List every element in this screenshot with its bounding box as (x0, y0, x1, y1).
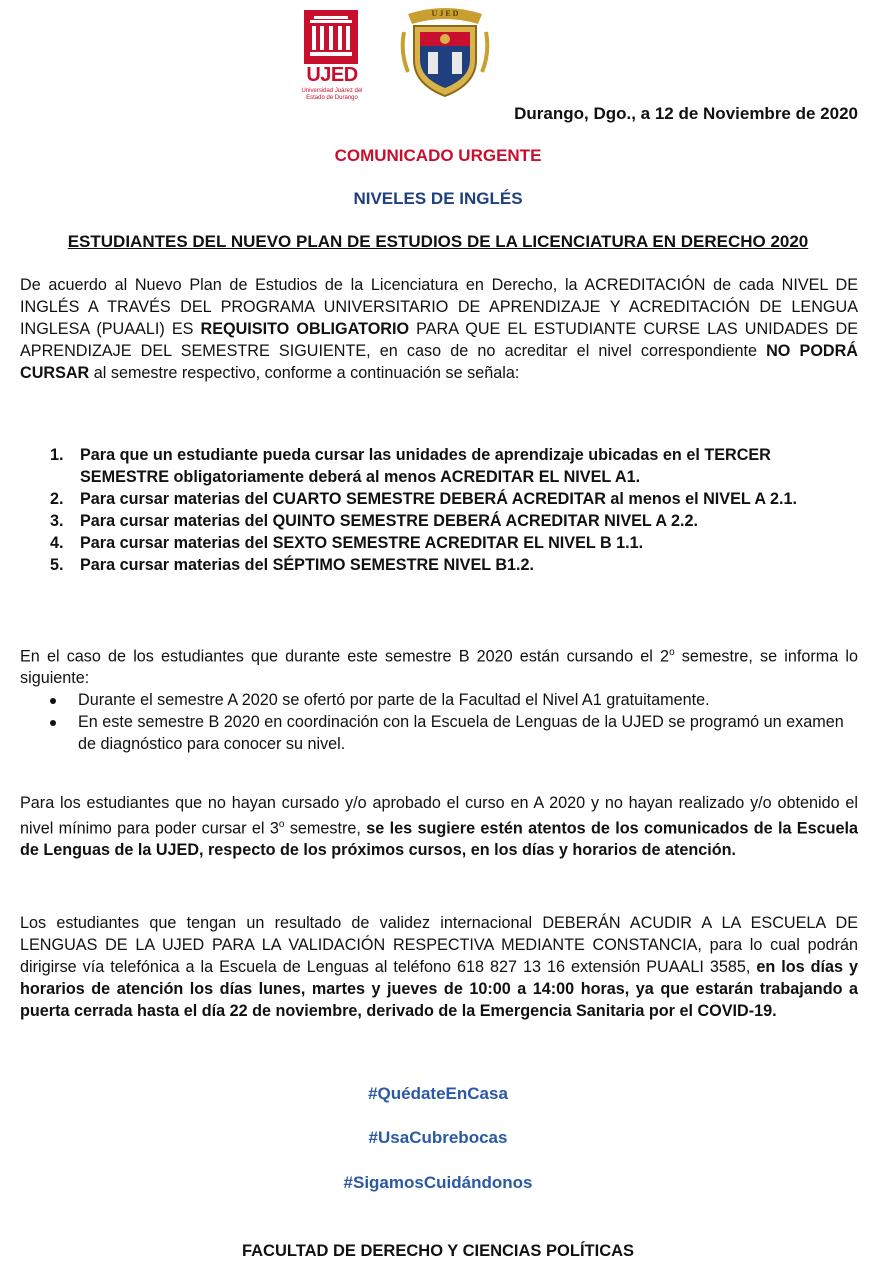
ujed-logo-emblem (304, 10, 358, 64)
bullet-item (46, 711, 858, 755)
intro-bold-2: NO PODRÁ CURSAR (20, 342, 858, 382)
bullet-text: Durante el semestre A 2020 se ofertó por parte de la Facultad el Nivel A1 gratuitamente. (78, 691, 710, 709)
requirement-item (40, 554, 860, 576)
info-bullet-list (46, 689, 858, 755)
intro-text-1: De acuerdo al Nuevo Plan de Estudios de la Licenciatura en Derecho, la ACREDITACIÓN de cada NIVEL DE INGLÉS A TRAVÉS DEL PROGRAMA UNIVERSITARIO DE APRENDIZAJE Y ACREDITACIÓN DE LENGUA INGLESA (PUAALI) ES (20, 276, 858, 338)
requirement-item (40, 444, 860, 488)
case-text-2: semestre, se informa lo siguiente: (20, 647, 858, 688)
requirement-number: 3. (50, 512, 64, 530)
requirement-text: Para que un estudiante pueda cursar las unidades de aprendizaje ubicadas en el TERCER SEMESTRE obligatoriamente deberá al menos ACREDITAR EL NIVEL A1. (80, 446, 771, 486)
english-levels-title: NIVELES DE INGLÉS (353, 189, 523, 208)
ujed-logo-text: UJED (306, 64, 358, 86)
case-ordinal: o (669, 647, 675, 658)
intro-paragraph (20, 274, 858, 384)
requirement-number: 5. (50, 556, 64, 574)
subject-heading: ESTUDIANTES DEL NUEVO PLAN DE ESTUDIOS DE LA LICENCIATURA EN DERECHO 2020 (67, 232, 809, 251)
ujed-logo (298, 4, 384, 104)
intro-text-2: PARA QUE EL ESTUDIANTE CURSE LAS UNIDADES DE APRENDIZAJE DEL SEMESTRE SIGUIENTE, en caso de no acreditar el nivel correspondiente (20, 320, 858, 360)
requirement-number: 4. (50, 534, 64, 552)
para4-text: Los estudiantes que tengan un resultado de validez internacional DEBERÁN ACUDIR A LA ESCUELA DE LENGUAS DE LA UJED PARA LA VALIDACIÓN RESPECTIVA MEDIANTE CONSTANCIA, para lo cual podrán dirigirse vía telefónica a la Escuela de Lenguas al teléfono 618 827 13 16 extensión PUAALI 3585, (20, 914, 858, 976)
faculty-signature: FACULTAD DE DERECHO Y CIENCIAS POLÍTICAS (241, 1242, 635, 1260)
intro-bold-1: REQUISITO OBLIGATORIO (200, 320, 410, 338)
para3-text-2: semestre, (284, 819, 367, 838)
bullet-item (46, 689, 858, 711)
para3-text-1: Para los estudiantes que no hayan cursado y/o aprobado el curso en A 2020 y no hayan realizado y/o obtenido el nivel mínimo para poder cursar el 3 (20, 794, 858, 838)
requirement-item (40, 488, 860, 510)
building-icon (304, 10, 358, 64)
hashtag-stay-home: #QuédateEnCasa (368, 1084, 508, 1103)
validation-paragraph (20, 912, 858, 1022)
requirement-item (40, 510, 860, 532)
shield-banner-text: U J E D (431, 9, 459, 18)
requirement-text: Para cursar materias del QUINTO SEMESTRE DEBERÁ ACREDITAR NIVEL A 2.2. (80, 512, 698, 530)
hashtag-use-mask: #UsaCubrebocas (368, 1128, 508, 1147)
para3-ordinal: o (278, 819, 285, 830)
intro-text-3: al semestre respectivo, conforme a continuación se señala: (89, 364, 520, 382)
requirement-number: 2. (50, 490, 64, 508)
ujed-logo-subtitle: Universidad Juárez del Estado de Durango (301, 88, 363, 101)
faculty-shield-logo (398, 2, 492, 98)
para3-bold: se les sugiere estén atentos de los comunicados de la Escuela de Lenguas de la UJED, respecto de los próximos cursos, en los días y horarios de atención. (20, 819, 859, 860)
requirements-list (40, 444, 860, 576)
requirement-number: 1. (50, 446, 64, 464)
para4-bold: en los días y horarios de atención los días lunes, martes y jueves de 10:00 a 14:00 horas, ya que estarán trabajando a puerta cerrada hasta el día 22 de noviembre, derivado de la Emergencia Sanitaria por el COVID-19. (20, 958, 858, 1020)
requirement-item (40, 532, 860, 554)
recommendation-paragraph (20, 792, 858, 861)
requirement-text: Para cursar materias del CUARTO SEMESTRE DEBERÁ ACREDITAR al menos el NIVEL A 2.1. (80, 490, 797, 508)
case-text-1: En el caso de los estudiantes que durante este semestre B 2020 están cursando el 2 (20, 647, 670, 666)
bullet-dot-icon (50, 698, 56, 704)
bullet-dot-icon (50, 720, 56, 726)
urgent-notice-title: COMUNICADO URGENTE (334, 146, 542, 165)
hashtag-keep-caring: #SigamosCuidándonos (343, 1173, 533, 1192)
bullet-text: En este semestre B 2020 en coordinación con la Escuela de Lenguas de la UJED se programó un examen de diagnóstico para conocer su nivel. (78, 713, 844, 753)
second-semester-paragraph (20, 642, 858, 689)
requirement-text: Para cursar materias del SEXTO SEMESTRE ACREDITAR EL NIVEL B 1.1. (80, 534, 644, 552)
document-date: Durango, Dgo., a 12 de Noviembre de 2020 (514, 104, 858, 123)
requirement-text: Para cursar materias del SÉPTIMO SEMESTRE NIVEL B1.2. (80, 556, 535, 574)
